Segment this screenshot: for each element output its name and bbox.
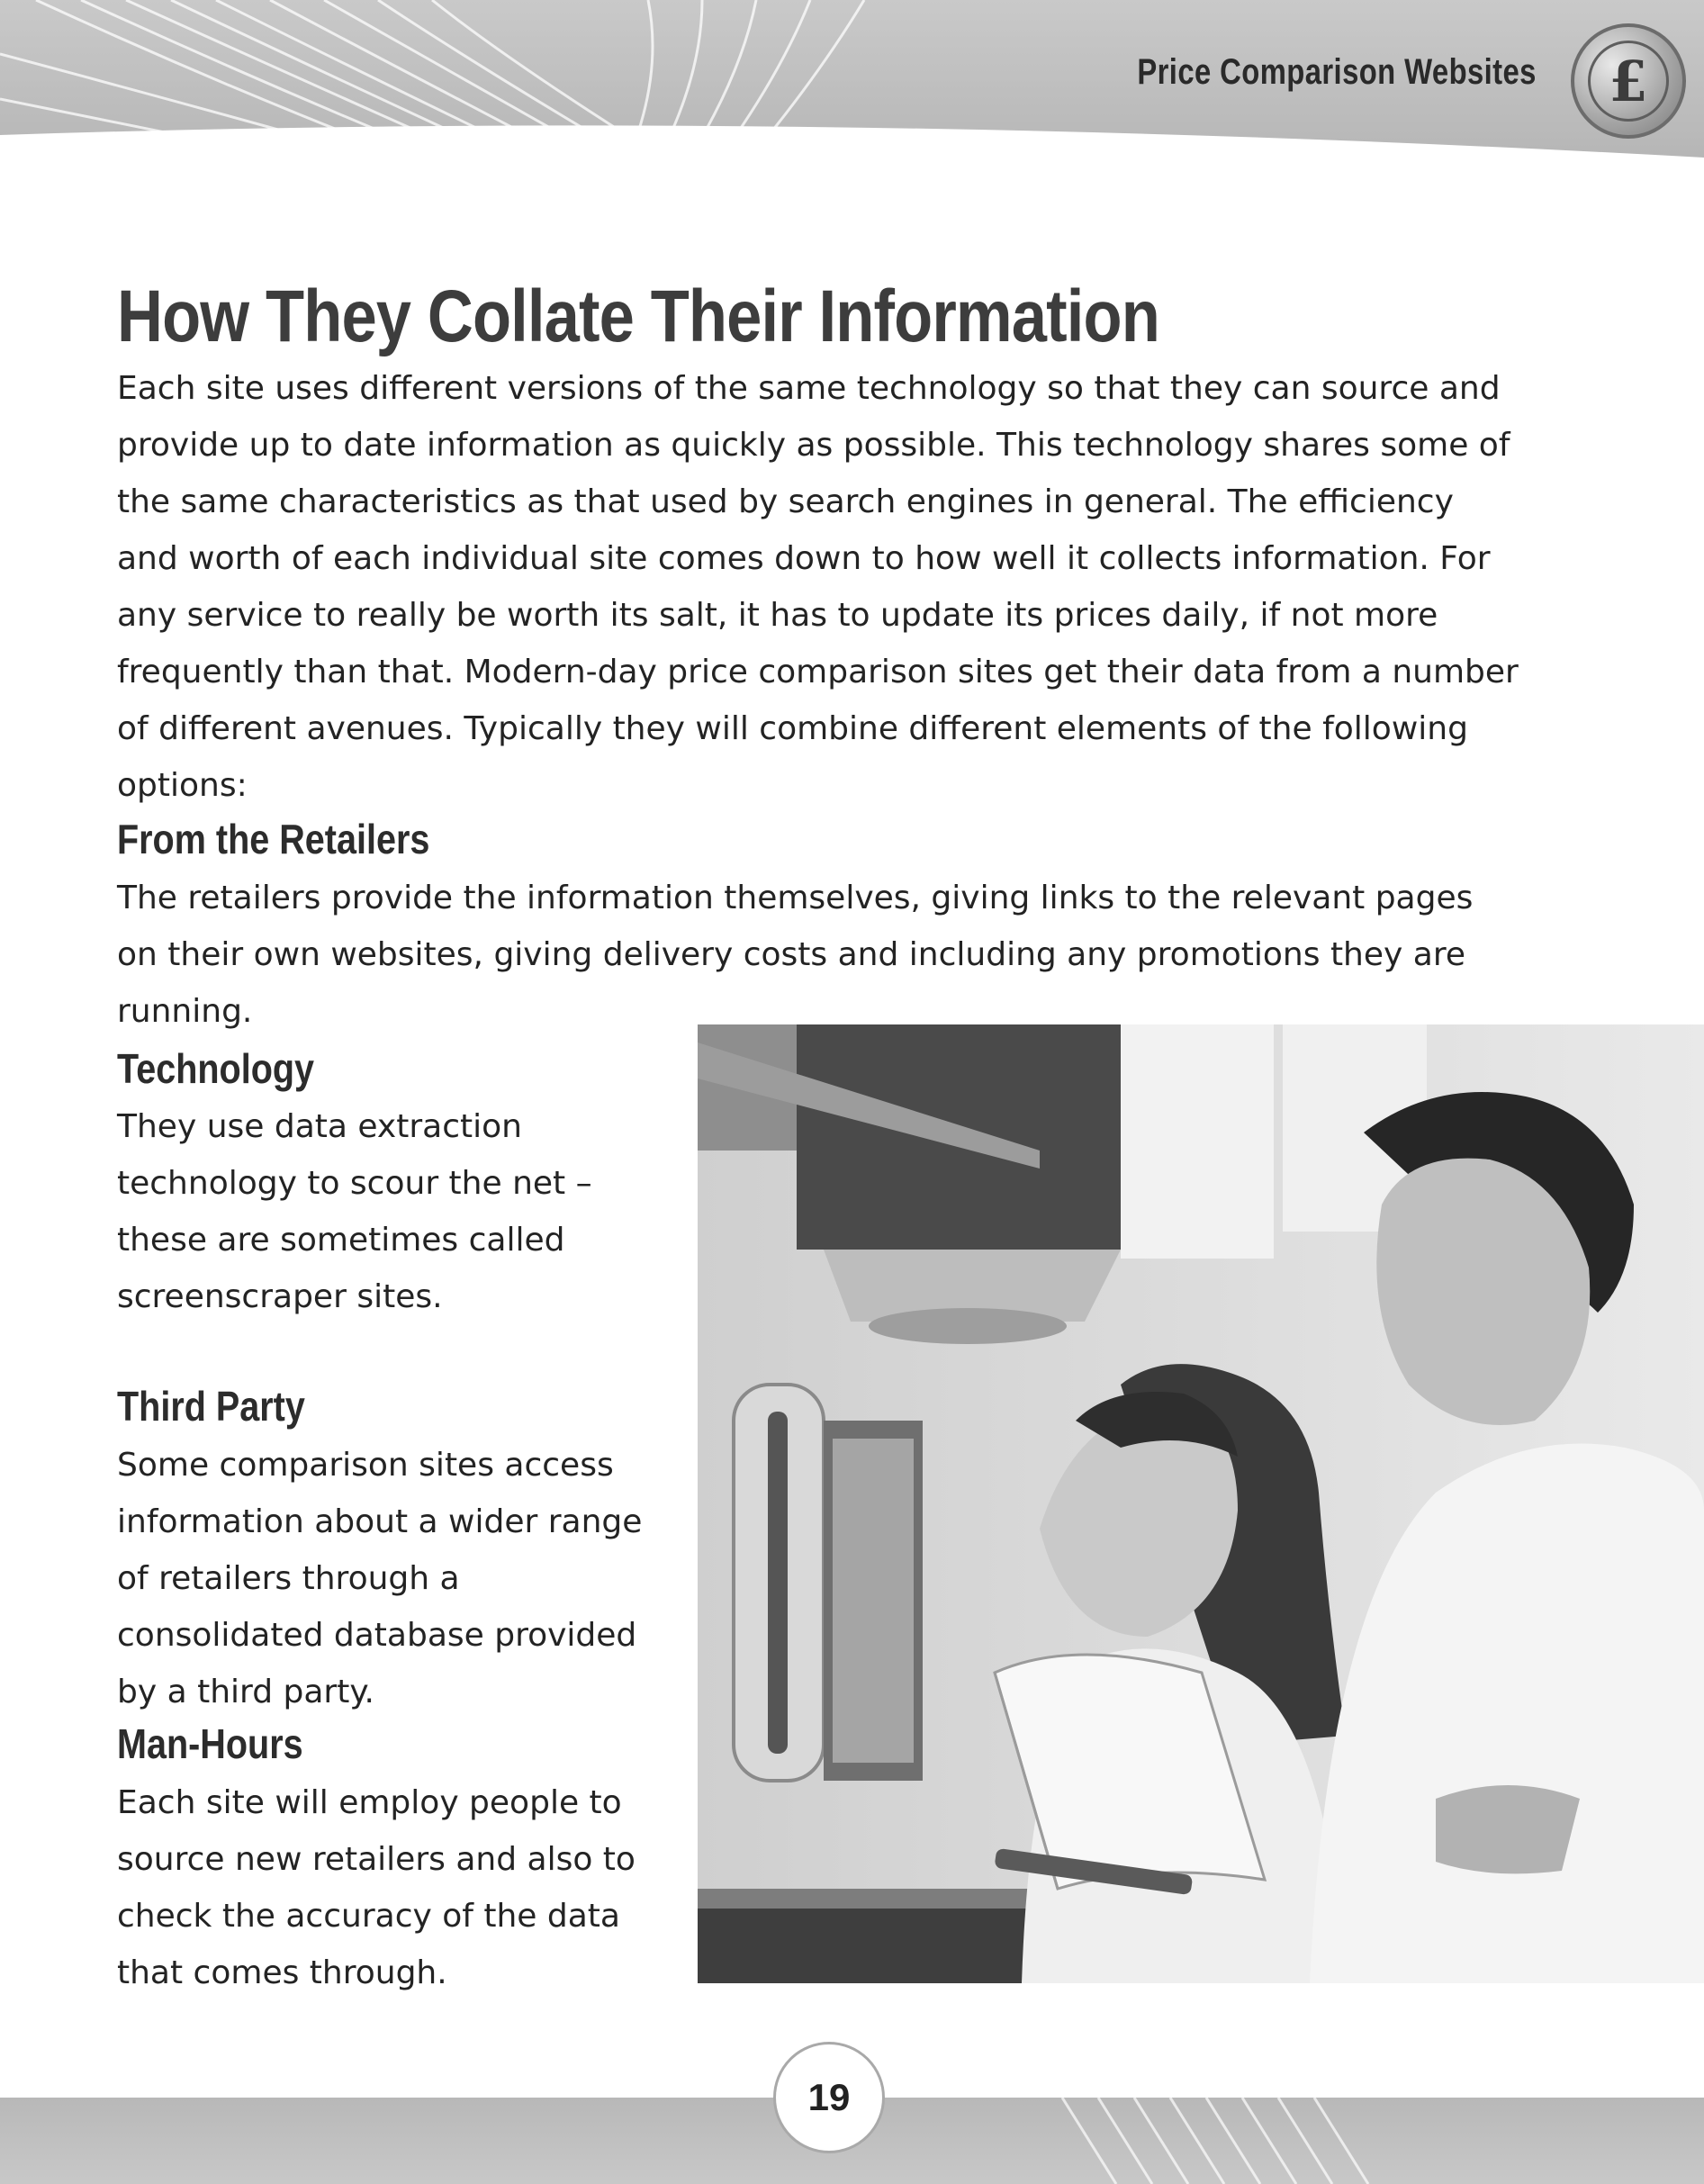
intro-paragraph: Each site uses different versions of the same technology so that they can source and provide up to date information as quickly as possible. This technology shares some of the same characteristics as that used by search engines in general. The efficiency and worth of each individual site comes down to how well it collects information. For any service to really be worth its salt, it has to update its prices daily, if not more frequently than that. Modern-day price comparison sites get their data from a number of different avenues. Typically they will combine different elements of the following options: — [117, 370, 1519, 804]
page-number: 19 — [773, 2042, 885, 2153]
pound-coin-icon — [1571, 23, 1686, 139]
running-header-title: Price Comparison Websites — [1137, 52, 1537, 92]
page-title: How They Collate Their Information — [117, 275, 1159, 357]
section-text-third-party: Some comparison sites access information about a wider range of retailers through a consolidated database provided by a third party. — [117, 1447, 643, 1710]
decorative-swirl-lines — [0, 0, 1704, 194]
pound-symbol: £ — [1588, 41, 1669, 122]
page-header — [0, 0, 1704, 194]
section-heading-technology: Technology — [117, 1045, 315, 1092]
section-heading-third-party: Third Party — [117, 1383, 305, 1430]
section-text-from-the-retailers: The retailers provide the information themselves, giving links to the relevant pages on their own websites, giving delivery costs and including any promotions they are running. — [117, 880, 1474, 1030]
section-heading-man-hours: Man-Hours — [117, 1720, 303, 1767]
section-heading-from-the-retailers: From the Retailers — [117, 816, 430, 862]
section-text-technology: They use data extraction technology to scour the net – these are sometimes called screenscraper sites. — [117, 1108, 592, 1315]
couple-with-computer-photo — [698, 1024, 1704, 1983]
section-text-man-hours: Each site will employ people to source new retailers and also to check the accuracy of the data that comes through. — [117, 1784, 636, 1991]
